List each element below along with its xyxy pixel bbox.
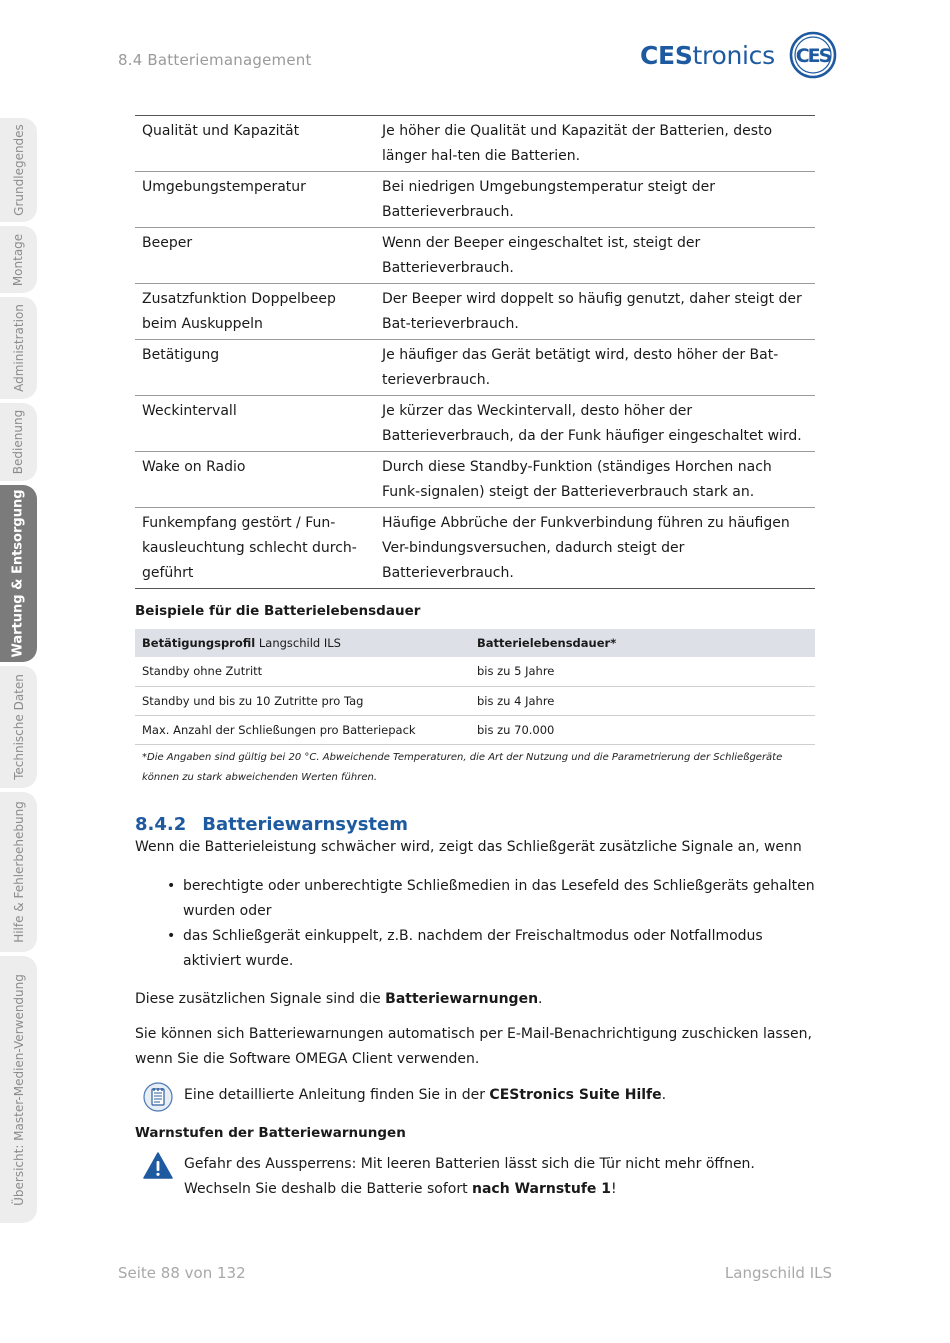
- logo-wordmark-bold: CES: [640, 40, 693, 70]
- cestronics-logo: [640, 30, 837, 80]
- tab-label: Grundlegendes: [11, 124, 26, 216]
- profile-cell: Max. Anzahl der Schließungen pro Batteriepack: [135, 715, 470, 744]
- table-header-row: [135, 629, 815, 657]
- note-text-start: Eine detaillierte Anleitung finden Sie in der: [184, 1086, 490, 1103]
- profile-cell: Standby und bis zu 10 Zutritte pro Tag: [135, 686, 470, 715]
- product-name: Langschild ILS: [724, 1264, 832, 1282]
- note-link-term: CEStronics Suite Hilfe: [489, 1086, 662, 1103]
- effect-cell: Je häufiger das Gerät betätigt wird, desto höher der Bat-terieverbrauch.: [375, 340, 815, 396]
- signal-conditions-list: [135, 874, 815, 974]
- factor-cell: Wake on Radio: [135, 452, 375, 508]
- ces-emblem-icon: [789, 31, 837, 79]
- column-header-lifetime: [470, 629, 815, 657]
- list-item: • berechtigte oder unberechtigte Schließmedien in das Lesefeld des Schließgeräts gehalten wurden oder: [135, 874, 815, 924]
- signals-paragraph: [135, 987, 815, 1012]
- table-row: [135, 452, 815, 508]
- tab-label: Bedienung: [11, 409, 26, 475]
- column-header-profile: [135, 629, 470, 657]
- tab-grundlegendes[interactable]: [0, 118, 37, 222]
- intro-paragraph: Wenn die Batterieleistung schwächer wird, zeigt das Schließgerät zusätzliche Signale an, wenn: [135, 838, 802, 855]
- lifetime-cell: bis zu 70.000: [470, 715, 815, 744]
- warning-levels-heading: Warnstufen der Batteriewarnungen: [135, 1124, 406, 1141]
- column-header-profile-rest: Langschild ILS: [255, 636, 341, 650]
- warning-text-end: !: [611, 1180, 617, 1197]
- logo-wordmark: [640, 41, 775, 70]
- signals-end: .: [538, 990, 543, 1007]
- table-row: [135, 284, 815, 340]
- tab-administration[interactable]: [0, 297, 37, 399]
- battery-factors-table: [135, 115, 815, 589]
- tab-hilfe-fehlerbehebung[interactable]: [0, 792, 37, 952]
- signals-text: Diese zusätzlichen Signale sind die: [135, 990, 386, 1007]
- tab-label: Montage: [11, 233, 26, 286]
- factor-cell: Beeper: [135, 228, 375, 284]
- lifetime-cell: bis zu 5 Jahre: [470, 657, 815, 686]
- lifetime-cell: bis zu 4 Jahre: [470, 686, 815, 715]
- logo-wordmark-light: tronics: [692, 40, 775, 70]
- effect-cell: Je höher die Qualität und Kapazität der Batterien, desto länger hal-ten die Batterien.: [375, 116, 815, 172]
- examples-heading: Beispiele für die Batterielebensdauer: [135, 603, 421, 619]
- tab-technische-daten[interactable]: [0, 666, 37, 788]
- column-header-profile-bold: Betätigungsprofil: [142, 636, 256, 650]
- section-title: Batteriewarnsystem: [202, 813, 408, 835]
- table-row: [135, 172, 815, 228]
- factor-cell: Funkempfang gestört / Fun-kausleuchtung schlecht durch-geführt: [135, 508, 375, 589]
- table-row: [135, 715, 815, 744]
- profile-cell: Standby ohne Zutritt: [135, 657, 470, 686]
- effect-cell: Häufige Abbrüche der Funkverbindung führen zu häufigen Ver-bindungsversuchen, dadurch steigt der Batterieverbrauch.: [375, 508, 815, 589]
- table-row: [135, 340, 815, 396]
- factor-cell: Umgebungstemperatur: [135, 172, 375, 228]
- info-note: [135, 1083, 815, 1108]
- effect-cell: Wenn der Beeper eingeschaltet ist, steigt der Batterieverbrauch.: [375, 228, 815, 284]
- svg-text:CES: CES: [795, 45, 831, 67]
- warning-text-start: Gefahr des Aussperrens: Mit leeren Batterien lässt sich die Tür nicht mehr öffnen. Wechseln Sie deshalb die Batterie sofort: [184, 1155, 755, 1197]
- factor-cell: Qualität und Kapazität: [135, 116, 375, 172]
- table-row: [135, 657, 815, 686]
- warning-note: [135, 1152, 815, 1202]
- tab-label: Administration: [11, 304, 26, 392]
- effect-cell: Durch diese Standby-Funktion (ständiges Horchen nach Funk-signalen) steigt der Batterieverbrauch stark an.: [375, 452, 815, 508]
- table-row: [135, 116, 815, 172]
- warning-level-term: nach Warnstufe 1: [472, 1180, 612, 1197]
- tab-label: Übersicht: Master-Medien-Verwendung: [11, 973, 26, 1206]
- effect-cell: Je kürzer das Weckintervall, desto höher der Batterieverbrauch, da der Funk häufiger eingeschaltet wird.: [375, 396, 815, 452]
- main-content: [135, 115, 815, 1202]
- warning-text: [184, 1152, 815, 1202]
- effect-cell: Der Beeper wird doppelt so häufig genutzt, daher steigt der Bat-terieverbrauch.: [375, 284, 815, 340]
- email-paragraph: Sie können sich Batteriewarnungen automatisch per E-Mail-Benachrichtigung zuschicken lassen, wenn Sie die Software OMEGA Client verwenden.: [135, 1025, 812, 1067]
- header-section-title: 8.4 Batteriemanagement: [118, 51, 312, 69]
- tab-montage[interactable]: [0, 226, 37, 293]
- signals-bold-term: Batteriewarnungen: [385, 990, 539, 1007]
- tab-label: Wartung & Entsorgung: [11, 489, 26, 658]
- warning-triangle-icon: [143, 1151, 173, 1181]
- factor-cell: Weckintervall: [135, 396, 375, 452]
- table-row: [135, 508, 815, 589]
- section-number: 8.4.2: [135, 813, 187, 835]
- effect-cell: Bei niedrigen Umgebungstemperatur steigt der Batterieverbrauch.: [375, 172, 815, 228]
- note-text: [184, 1083, 815, 1108]
- table-row: [135, 686, 815, 715]
- note-text-end: .: [661, 1086, 667, 1103]
- factor-cell: Zusatzfunktion Doppelbeep beim Auskuppeln: [135, 284, 375, 340]
- factor-cell: Betätigung: [135, 340, 375, 396]
- notepad-info-icon: [143, 1082, 173, 1112]
- tab-label: Hilfe & Fehlerbehebung: [11, 801, 26, 943]
- table-footnote: *Die Angaben sind gültig bei 20 °C. Abweichende Temperaturen, die Art der Nutzung und die Parametrierung der Schließgeräte können zu stark abweichenden Werten führen.: [142, 751, 783, 783]
- tab-uebersicht-master-medien[interactable]: [0, 956, 37, 1223]
- battery-life-table: [135, 629, 815, 745]
- column-header-lifetime-text: Batterielebensdauer*: [477, 636, 617, 650]
- list-item: • das Schließgerät einkuppelt, z.B. nachdem der Freischaltmodus oder Notfallmodus aktiviert wurde.: [135, 924, 815, 974]
- tab-wartung-entsorgung[interactable]: [0, 485, 37, 662]
- table-row: [135, 228, 815, 284]
- page-number: Seite 88 von 132: [118, 1264, 246, 1282]
- tab-label: Technische Daten: [11, 674, 26, 780]
- table-row: [135, 396, 815, 452]
- tab-bedienung[interactable]: [0, 403, 37, 481]
- section-heading: [135, 814, 815, 835]
